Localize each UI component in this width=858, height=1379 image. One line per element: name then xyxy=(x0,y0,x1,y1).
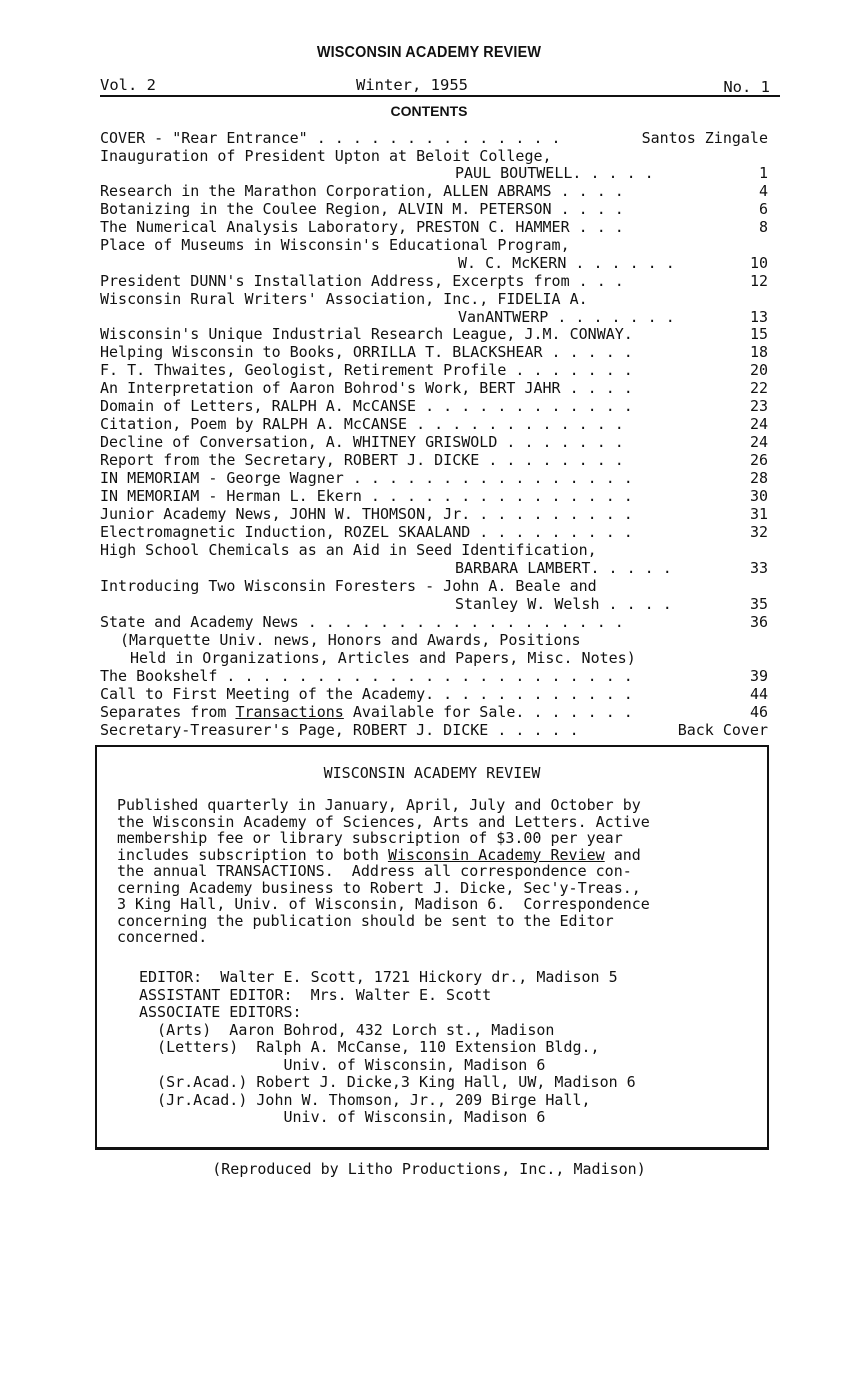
toc-entry-text: Decline of Conversation, A. WHITNEY GRISWOLD . . . . . . . xyxy=(100,433,624,451)
toc-entry-text: High School Chemicals as an Aid in Seed Identification, xyxy=(100,541,597,559)
masthead-line: cerning Academy business to Robert J. Dicke, Sec'y-Treas., xyxy=(117,878,641,897)
issue-line xyxy=(100,75,780,97)
toc-entry-text: Report from the Secretary, ROBERT J. DICKE . . . . . . . . xyxy=(100,451,624,469)
issue-number: No. 1 xyxy=(723,78,770,96)
toc-entry xyxy=(100,596,770,614)
toc-entry xyxy=(100,183,770,201)
toc-entry-text: (Marquette Univ. news, Honors and Awards, Positions xyxy=(120,631,581,649)
toc-entry xyxy=(100,668,770,686)
toc-entry-page: 33 xyxy=(749,559,768,577)
toc-entry-page: 1 xyxy=(758,164,768,182)
toc-entry xyxy=(100,452,770,470)
toc-entry-page: 6 xyxy=(758,200,768,218)
masthead-line: the annual TRANSACTIONS. Address all correspondence con- xyxy=(117,862,632,880)
toc-entry xyxy=(100,309,770,327)
editor-line: (Jr.Acad.) John W. Thomson, Jr., 209 Birge Hall, xyxy=(139,1090,591,1109)
toc-entry-text: Helping Wisconsin to Books, ORRILLA T. BLACKSHEAR . . . . . xyxy=(100,343,633,361)
toc-entry-text: F. T. Thwaites, Geologist, Retirement Profile . . . . . . . xyxy=(100,361,633,379)
toc-entry-text: PAUL BOUTWELL. . . . . xyxy=(455,164,654,182)
toc-entry-page: 24 xyxy=(749,433,768,451)
toc-entry-text: Domain of Letters, RALPH A. McCANSE . . . . . . . . . . . . xyxy=(100,397,633,415)
contents-heading: CONTENTS xyxy=(390,103,468,119)
toc-entry-text: Junior Academy News, JOHN W. THOMSON, Jr. . . . . . . . . . xyxy=(100,505,633,523)
printer-credit: (Reproduced by Litho Productions, Inc., Madison) xyxy=(212,1160,646,1178)
toc-entry xyxy=(100,380,770,398)
toc-entry xyxy=(100,524,770,542)
toc-entry xyxy=(100,650,770,668)
editor-line: EDITOR: Walter E. Scott, 1721 Hickory dr., Madison 5 xyxy=(139,968,618,986)
toc-entry-page: 24 xyxy=(749,415,768,433)
toc-entry-text: President DUNN's Installation Address, Excerpts from . . . xyxy=(100,272,624,290)
toc-entry xyxy=(100,632,770,650)
toc-entry-text: Secretary-Treasurer's Page, ROBERT J. DICKE . . . . . xyxy=(100,721,579,739)
masthead-line: Published quarterly in January, April, July and October by xyxy=(117,796,641,814)
toc-entry xyxy=(100,416,770,434)
toc-entry-text: IN MEMORIAM - George Wagner . . . . . . . . . . . . . . . . xyxy=(100,469,633,487)
editor-line: Univ. of Wisconsin, Madison 6 xyxy=(139,1108,546,1126)
toc-entry-page: 31 xyxy=(749,505,768,523)
toc-entry-page: 35 xyxy=(749,595,768,613)
toc-entry-text: Introducing Two Wisconsin Foresters - John A. Beale and xyxy=(100,577,597,595)
toc-entry xyxy=(100,470,770,488)
toc-entry-text: The Bookshelf . . . . . . . . . . . . . . . . . . . . . . . xyxy=(100,667,633,685)
toc-entry xyxy=(100,704,770,722)
toc-entry xyxy=(100,506,770,524)
toc-entry-text: State and Academy News . . . . . . . . . . . . . . . . . . xyxy=(100,613,624,631)
toc-entry xyxy=(100,201,770,219)
masthead-title: WISCONSIN ACADEMY REVIEW xyxy=(323,764,541,782)
masthead-box xyxy=(95,745,769,1150)
toc-entry-page: 36 xyxy=(749,613,768,631)
publication-title: WISCONSIN ACADEMY REVIEW xyxy=(316,44,542,61)
toc-entry-page: 18 xyxy=(749,343,768,361)
transactions-underlined: Transactions xyxy=(235,703,344,721)
toc-entry-page: 15 xyxy=(749,325,768,343)
toc-entry-text: Citation, Poem by RALPH A. McCANSE . . . . . . . . . . . . xyxy=(100,415,624,433)
toc-entry-text: COVER - "Rear Entrance" . . . . . . . . . . . . . . xyxy=(100,129,561,147)
editor-line: (Arts) Aaron Bohrod, 432 Lorch st., Madison xyxy=(139,1020,555,1039)
toc-entry-page: 13 xyxy=(749,308,768,326)
toc-entry-text: Wisconsin Rural Writers' Association, Inc., FIDELIA A. xyxy=(100,290,588,308)
editor-line: (Sr.Acad.) Robert J. Dicke,3 King Hall, UW, Madison 6 xyxy=(139,1073,636,1091)
toc-entry xyxy=(100,273,770,291)
masthead-line: the Wisconsin Academy of Sciences, Arts and Letters. Active xyxy=(117,812,650,831)
editors-list xyxy=(139,969,749,1127)
toc-entry-page: 44 xyxy=(749,685,768,703)
toc-entry xyxy=(100,165,770,183)
toc-entry-text: VanANTWERP . . . . . . . xyxy=(458,308,675,326)
toc-entry-page: 8 xyxy=(758,218,768,236)
editor-line: ASSOCIATE EDITORS: xyxy=(139,1003,302,1021)
toc-entry-page: 12 xyxy=(749,272,768,290)
masthead-line: concerned. xyxy=(117,928,208,946)
toc-entry-page: 22 xyxy=(749,379,768,397)
toc-entry-page: 26 xyxy=(749,451,768,469)
toc-entry xyxy=(100,578,770,596)
masthead-line: concerning the publication should be sent to the Editor xyxy=(117,911,614,930)
masthead-line: membership fee or library subscription of $3.00 per year xyxy=(117,829,623,847)
toc-entry-page: 39 xyxy=(749,667,768,685)
toc-entry-page: 20 xyxy=(749,361,768,379)
toc-entry xyxy=(100,722,770,740)
toc-entry-text: Call to First Meeting of the Academy. . . . . . . . . . . . xyxy=(100,685,633,703)
masthead-line: includes subscription to both Wisconsin Academy Review and xyxy=(117,845,641,864)
masthead-line: 3 King Hall, Univ. of Wisconsin, Madison 6. Correspondence xyxy=(117,895,650,913)
toc-entry-page: 4 xyxy=(758,182,768,200)
toc-entry xyxy=(100,488,770,506)
toc-entry-page: 28 xyxy=(749,469,768,487)
toc-entry-text: Separates from Transactions Available for Sale. . . . . . . xyxy=(100,703,633,721)
toc-entry-page: Back Cover xyxy=(677,721,768,739)
toc-entry-page: 32 xyxy=(749,523,768,541)
masthead-paragraph xyxy=(117,797,747,946)
toc-entry xyxy=(100,130,770,148)
toc-entry xyxy=(100,434,770,452)
toc-entry xyxy=(100,326,770,344)
editor-line: ASSISTANT EDITOR: Mrs. Walter E. Scott xyxy=(139,985,492,1004)
toc-entry-text: BARBARA LAMBERT. . . . . xyxy=(455,559,672,577)
journal-title-underlined: Wisconsin Academy Review xyxy=(387,845,605,864)
season-label: Winter, 1955 xyxy=(356,76,468,94)
toc-entry-text: Wisconsin's Unique Industrial Research League, J.M. CONWAY. xyxy=(100,325,633,343)
toc-entry xyxy=(100,255,770,273)
toc-entry-text: The Numerical Analysis Laboratory, PRESTON C. HAMMER . . . xyxy=(100,218,624,236)
toc-entry xyxy=(100,398,770,416)
toc-entry-text: W. C. McKERN . . . . . . xyxy=(458,254,675,272)
toc-entry xyxy=(100,560,770,578)
toc-entry xyxy=(100,291,770,309)
toc-entry xyxy=(100,362,770,380)
toc-entry xyxy=(100,542,770,560)
toc-entry-text: Inauguration of President Upton at Beloit College, xyxy=(100,147,552,165)
toc-entry-text: Electromagnetic Induction, ROZEL SKAALAND . . . . . . . . . xyxy=(100,523,633,541)
toc-entry xyxy=(100,344,770,362)
toc-entry-text: Held in Organizations, Articles and Papers, Misc. Notes) xyxy=(130,649,636,667)
editor-line: Univ. of Wisconsin, Madison 6 xyxy=(139,1055,546,1074)
toc-entry-text: Research in the Marathon Corporation, ALLEN ABRAMS . . . . xyxy=(100,182,624,200)
toc-entry-page: 46 xyxy=(749,703,768,721)
toc-entry xyxy=(100,237,770,255)
toc-entry-page: Santos Zingale xyxy=(641,129,768,147)
volume-label: Vol. 2 xyxy=(100,76,156,94)
toc-entry xyxy=(100,614,770,632)
toc-entry xyxy=(100,219,770,237)
toc-entry-text: IN MEMORIAM - Herman L. Ekern . . . . . . . . . . . . . . . xyxy=(100,487,633,505)
toc-entry-text: Botanizing in the Coulee Region, ALVIN M. PETERSON . . . . xyxy=(100,200,624,218)
toc-entry-page: 10 xyxy=(749,254,768,272)
toc-entry-page: 23 xyxy=(749,397,768,415)
editor-line: (Letters) Ralph A. McCanse, 110 Extension Bldg., xyxy=(139,1038,600,1056)
toc-entry-page: 30 xyxy=(749,487,768,505)
toc-entry-text: Place of Museums in Wisconsin's Educational Program, xyxy=(100,236,570,254)
toc-entry-text: An Interpretation of Aaron Bohrod's Work, BERT JAHR . . . . xyxy=(100,379,633,397)
toc-entry xyxy=(100,686,770,704)
toc-entry-text: Stanley W. Welsh . . . . xyxy=(455,595,672,613)
toc-entry xyxy=(100,148,770,166)
